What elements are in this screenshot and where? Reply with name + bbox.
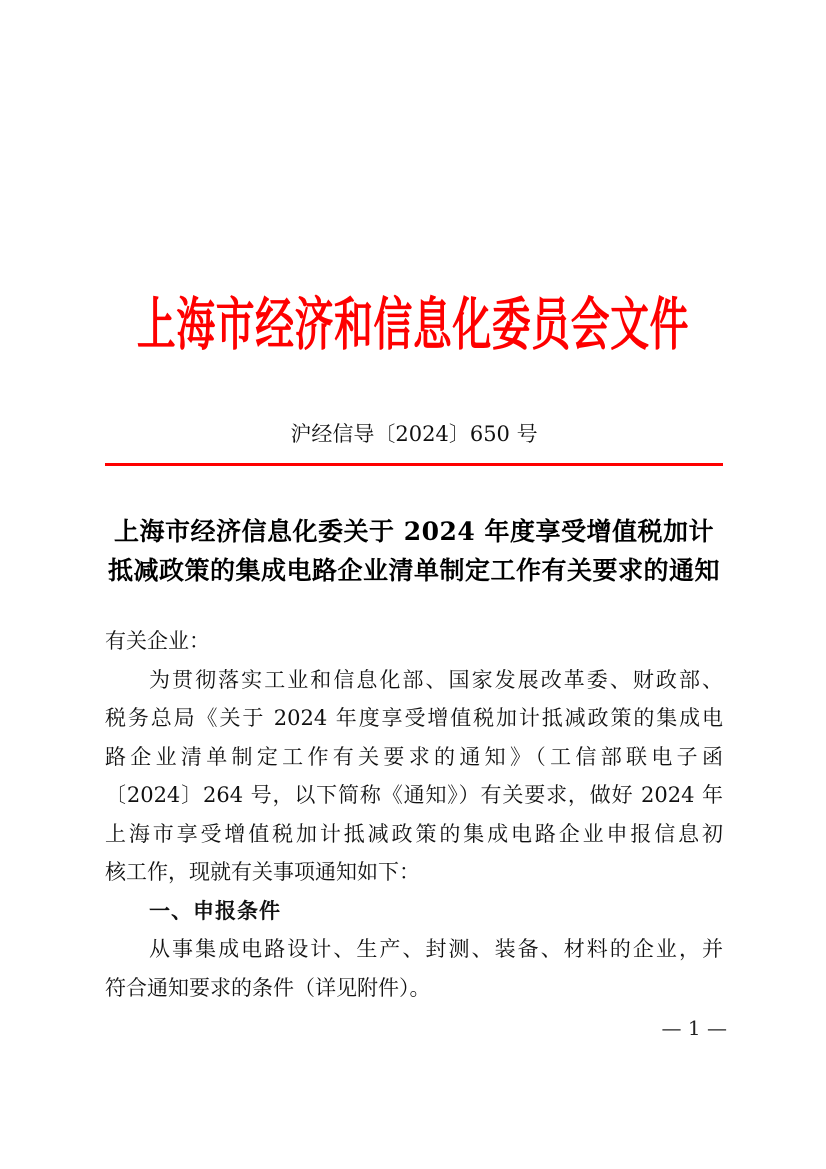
letterhead (0, 290, 826, 374)
body-line: 〔2024〕264 号，以下简称《通知》）有关要求，做好 2024 年 (105, 783, 723, 807)
body-line: 从事集成电路设计、生产、封测、装备、材料的企业，并 (149, 937, 723, 961)
page-number: — 1 — (661, 1016, 727, 1040)
letterhead-divider-line (105, 463, 723, 466)
document-body (105, 622, 723, 1007)
salutation: 有关企业： (105, 629, 210, 653)
body-line: 符合通知要求的条件（详见附件）。 (105, 975, 431, 1000)
document-title-line-1: 上海市经济信息化委关于 2024 年度享受增值税加计 (114, 517, 714, 546)
body-line: 为贯彻落实工业和信息化部、国家发展改革委、财政部、 (149, 667, 723, 692)
doc-reference-number: 沪经信导〔2024〕650 号 (290, 422, 538, 446)
section-heading-application-conditions: 一、申报条件 (149, 898, 281, 923)
body-line: 路企业清单制定工作有关要求的通知》（工信部联电子函 (105, 744, 723, 769)
document-title (95, 512, 733, 590)
document-title-line-2: 抵减政策的集成电路企业清单制定工作有关要求的通知 (107, 556, 720, 585)
letterhead-org-title: 上海市经济和信息化委员会文件 (136, 291, 690, 358)
body-line: 上海市享受增值税加计抵减政策的集成电路企业申报信息初 (105, 821, 723, 846)
body-line: 税务总局《关于 2024 年度享受增值税加计抵减政策的集成电 (105, 706, 723, 730)
body-line: 核工作，现就有关事项通知如下： (105, 860, 420, 884)
